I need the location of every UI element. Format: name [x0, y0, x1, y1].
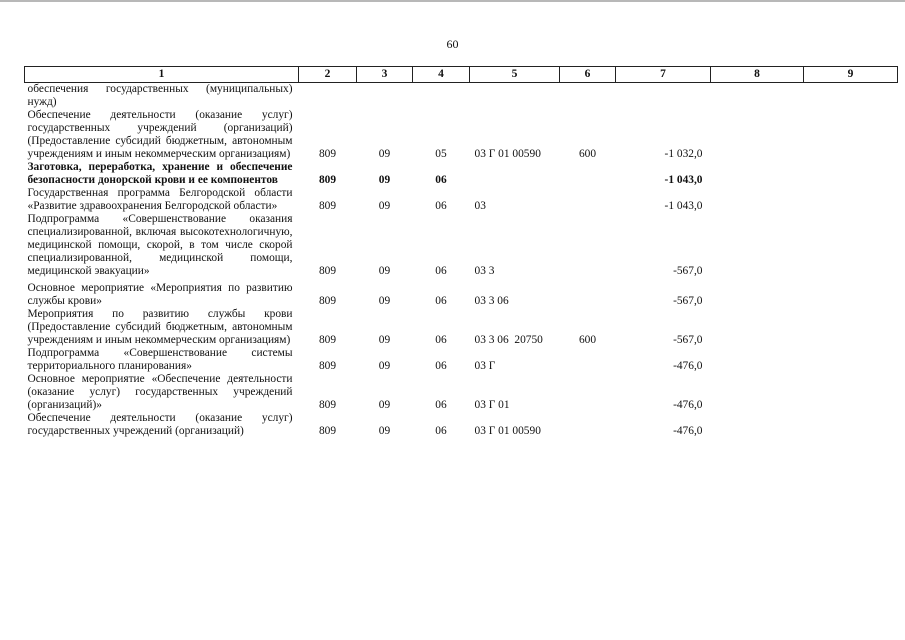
row-subsection: 06 [435, 200, 447, 212]
row-admin-code: 809 [318, 360, 337, 372]
row-amount: -1 043,0 [664, 174, 703, 186]
row-expense-type [560, 278, 616, 308]
table-row [25, 161, 898, 187]
row-expense-type [560, 83, 616, 110]
row-admin-code: 809 [318, 295, 337, 307]
row-subsection: 05 [435, 148, 447, 160]
row-target-article: 03 [474, 200, 486, 212]
row-amount: -567,0 [673, 334, 703, 346]
row-col-8 [711, 308, 804, 347]
row-col-8 [711, 187, 804, 213]
row-section [357, 83, 413, 110]
row-target-article: 03 3 06 [474, 295, 509, 307]
row-subsection [413, 83, 470, 110]
row-col-9 [804, 109, 898, 161]
column-header-3: 3 [357, 67, 413, 83]
row-col-8 [711, 213, 804, 278]
row-col-8 [711, 278, 804, 308]
row-col-9 [804, 213, 898, 278]
row-expense-type [560, 373, 616, 412]
row-target-article: 03 Г [474, 360, 496, 372]
row-target-article: 03 Г 01 [474, 399, 510, 411]
column-header-8: 8 [711, 67, 804, 83]
row-description: Подпрограмма «Совершенствование системы территориального планирования» [27, 347, 293, 372]
row-section: 09 [378, 334, 391, 346]
row-admin-code: 809 [318, 334, 337, 346]
row-amount: -1 032,0 [664, 148, 703, 160]
row-subsection: 06 [435, 399, 447, 411]
row-target-article: 03 3 06 20750 [474, 334, 543, 346]
row-col-8 [711, 347, 804, 373]
table-row [25, 187, 898, 213]
row-subsection: 06 [435, 425, 447, 437]
column-header-2: 2 [299, 67, 357, 83]
table-row [25, 109, 898, 161]
row-target-article: 03 Г 01 00590 [474, 148, 541, 160]
row-amount: -476,0 [673, 425, 703, 437]
page-number: 60 [446, 37, 459, 51]
row-expense-type [560, 347, 616, 373]
budget-table [24, 66, 898, 438]
row-expense-type: 600 [578, 148, 597, 160]
row-col-9 [804, 373, 898, 412]
row-description: Мероприятия по развитию службы крови (Предоставление субсидий бюджетным, автономным учреждениям и иным некоммерческим организациям) [27, 308, 293, 346]
row-target-article: 03 Г 01 00590 [474, 425, 541, 437]
row-col-9 [804, 347, 898, 373]
row-admin-code: 809 [318, 148, 337, 160]
row-amount: -567,0 [673, 295, 703, 307]
row-section: 09 [378, 148, 391, 160]
row-expense-type: 600 [578, 334, 597, 346]
row-section: 09 [378, 360, 391, 372]
row-expense-type [560, 213, 616, 278]
row-description: Подпрограмма «Совершенствование оказания специализированной, включая высокотехнологичную, медицинской помощи, скорой, в том числе скорой специализированной, медицинской помощи, медицинской эвакуации» [27, 213, 293, 277]
row-subsection: 06 [435, 174, 447, 186]
row-col-9 [804, 83, 898, 110]
table-row [25, 347, 898, 373]
row-amount: -476,0 [673, 360, 703, 372]
row-col-8 [711, 109, 804, 161]
row-admin-code: 809 [318, 425, 337, 437]
row-amount: -567,0 [673, 265, 703, 277]
top-scan-edge [0, 0, 905, 2]
table-row [25, 278, 898, 308]
row-subsection: 06 [435, 334, 447, 346]
row-amount [616, 83, 711, 110]
row-col-8 [711, 412, 804, 438]
row-col-9 [804, 412, 898, 438]
row-section: 09 [378, 399, 391, 411]
row-amount: -1 043,0 [664, 200, 703, 212]
column-header-9: 9 [804, 67, 898, 83]
row-col-8 [711, 161, 804, 187]
row-admin-code: 809 [318, 174, 337, 186]
row-section: 09 [378, 200, 391, 212]
row-subsection: 06 [435, 360, 447, 372]
row-subsection: 06 [435, 265, 447, 277]
row-admin-code: 809 [318, 265, 337, 277]
row-description: обеспечения государственных (муниципальных) нужд) [27, 83, 293, 108]
row-col-9 [804, 278, 898, 308]
table-row [25, 412, 898, 438]
row-subsection: 06 [435, 295, 447, 307]
row-col-9 [804, 187, 898, 213]
column-header-4: 4 [413, 67, 470, 83]
row-col-8 [711, 373, 804, 412]
row-description: Обеспечение деятельности (оказание услуг) государственных учреждений (организаций) [27, 412, 293, 437]
row-col-8 [711, 83, 804, 110]
row-expense-type [560, 412, 616, 438]
row-description: Заготовка, переработка, хранение и обеспечение безопасности донорской крови и ее компонентов [27, 161, 293, 186]
row-section: 09 [378, 425, 391, 437]
column-header-7: 7 [616, 67, 711, 83]
row-section: 09 [378, 265, 391, 277]
table-row [25, 373, 898, 412]
table-row [25, 308, 898, 347]
row-target-article [470, 161, 560, 187]
column-header-1: 1 [25, 67, 299, 83]
row-description: Основное мероприятие «Мероприятия по развитию службы крови» [27, 282, 293, 307]
row-section: 09 [378, 174, 391, 186]
header-row [25, 67, 898, 83]
row-admin-code: 809 [318, 200, 337, 212]
row-admin-code [299, 83, 357, 110]
row-section: 09 [378, 295, 391, 307]
row-description: Государственная программа Белгородской области «Развитие здравоохранения Белгородской области» [27, 187, 293, 212]
table-row [25, 213, 898, 278]
row-admin-code: 809 [318, 399, 337, 411]
row-expense-type [560, 161, 616, 187]
column-header-6: 6 [560, 67, 616, 83]
table-row [25, 83, 898, 110]
row-target-article: 03 3 [474, 265, 495, 277]
row-description: Основное мероприятие «Обеспечение деятельности (оказание услуг) государственных учреждений (организаций)» [27, 373, 293, 411]
row-target-article [470, 83, 560, 110]
row-description: Обеспечение деятельности (оказание услуг) государственных учреждений (организаций) (Предоставление субсидий бюджетным, автономным учреждениям и иным некоммерческим организациям) [27, 109, 293, 160]
row-amount: -476,0 [673, 399, 703, 411]
row-col-9 [804, 308, 898, 347]
row-expense-type [560, 187, 616, 213]
column-header-5: 5 [470, 67, 560, 83]
row-col-9 [804, 161, 898, 187]
